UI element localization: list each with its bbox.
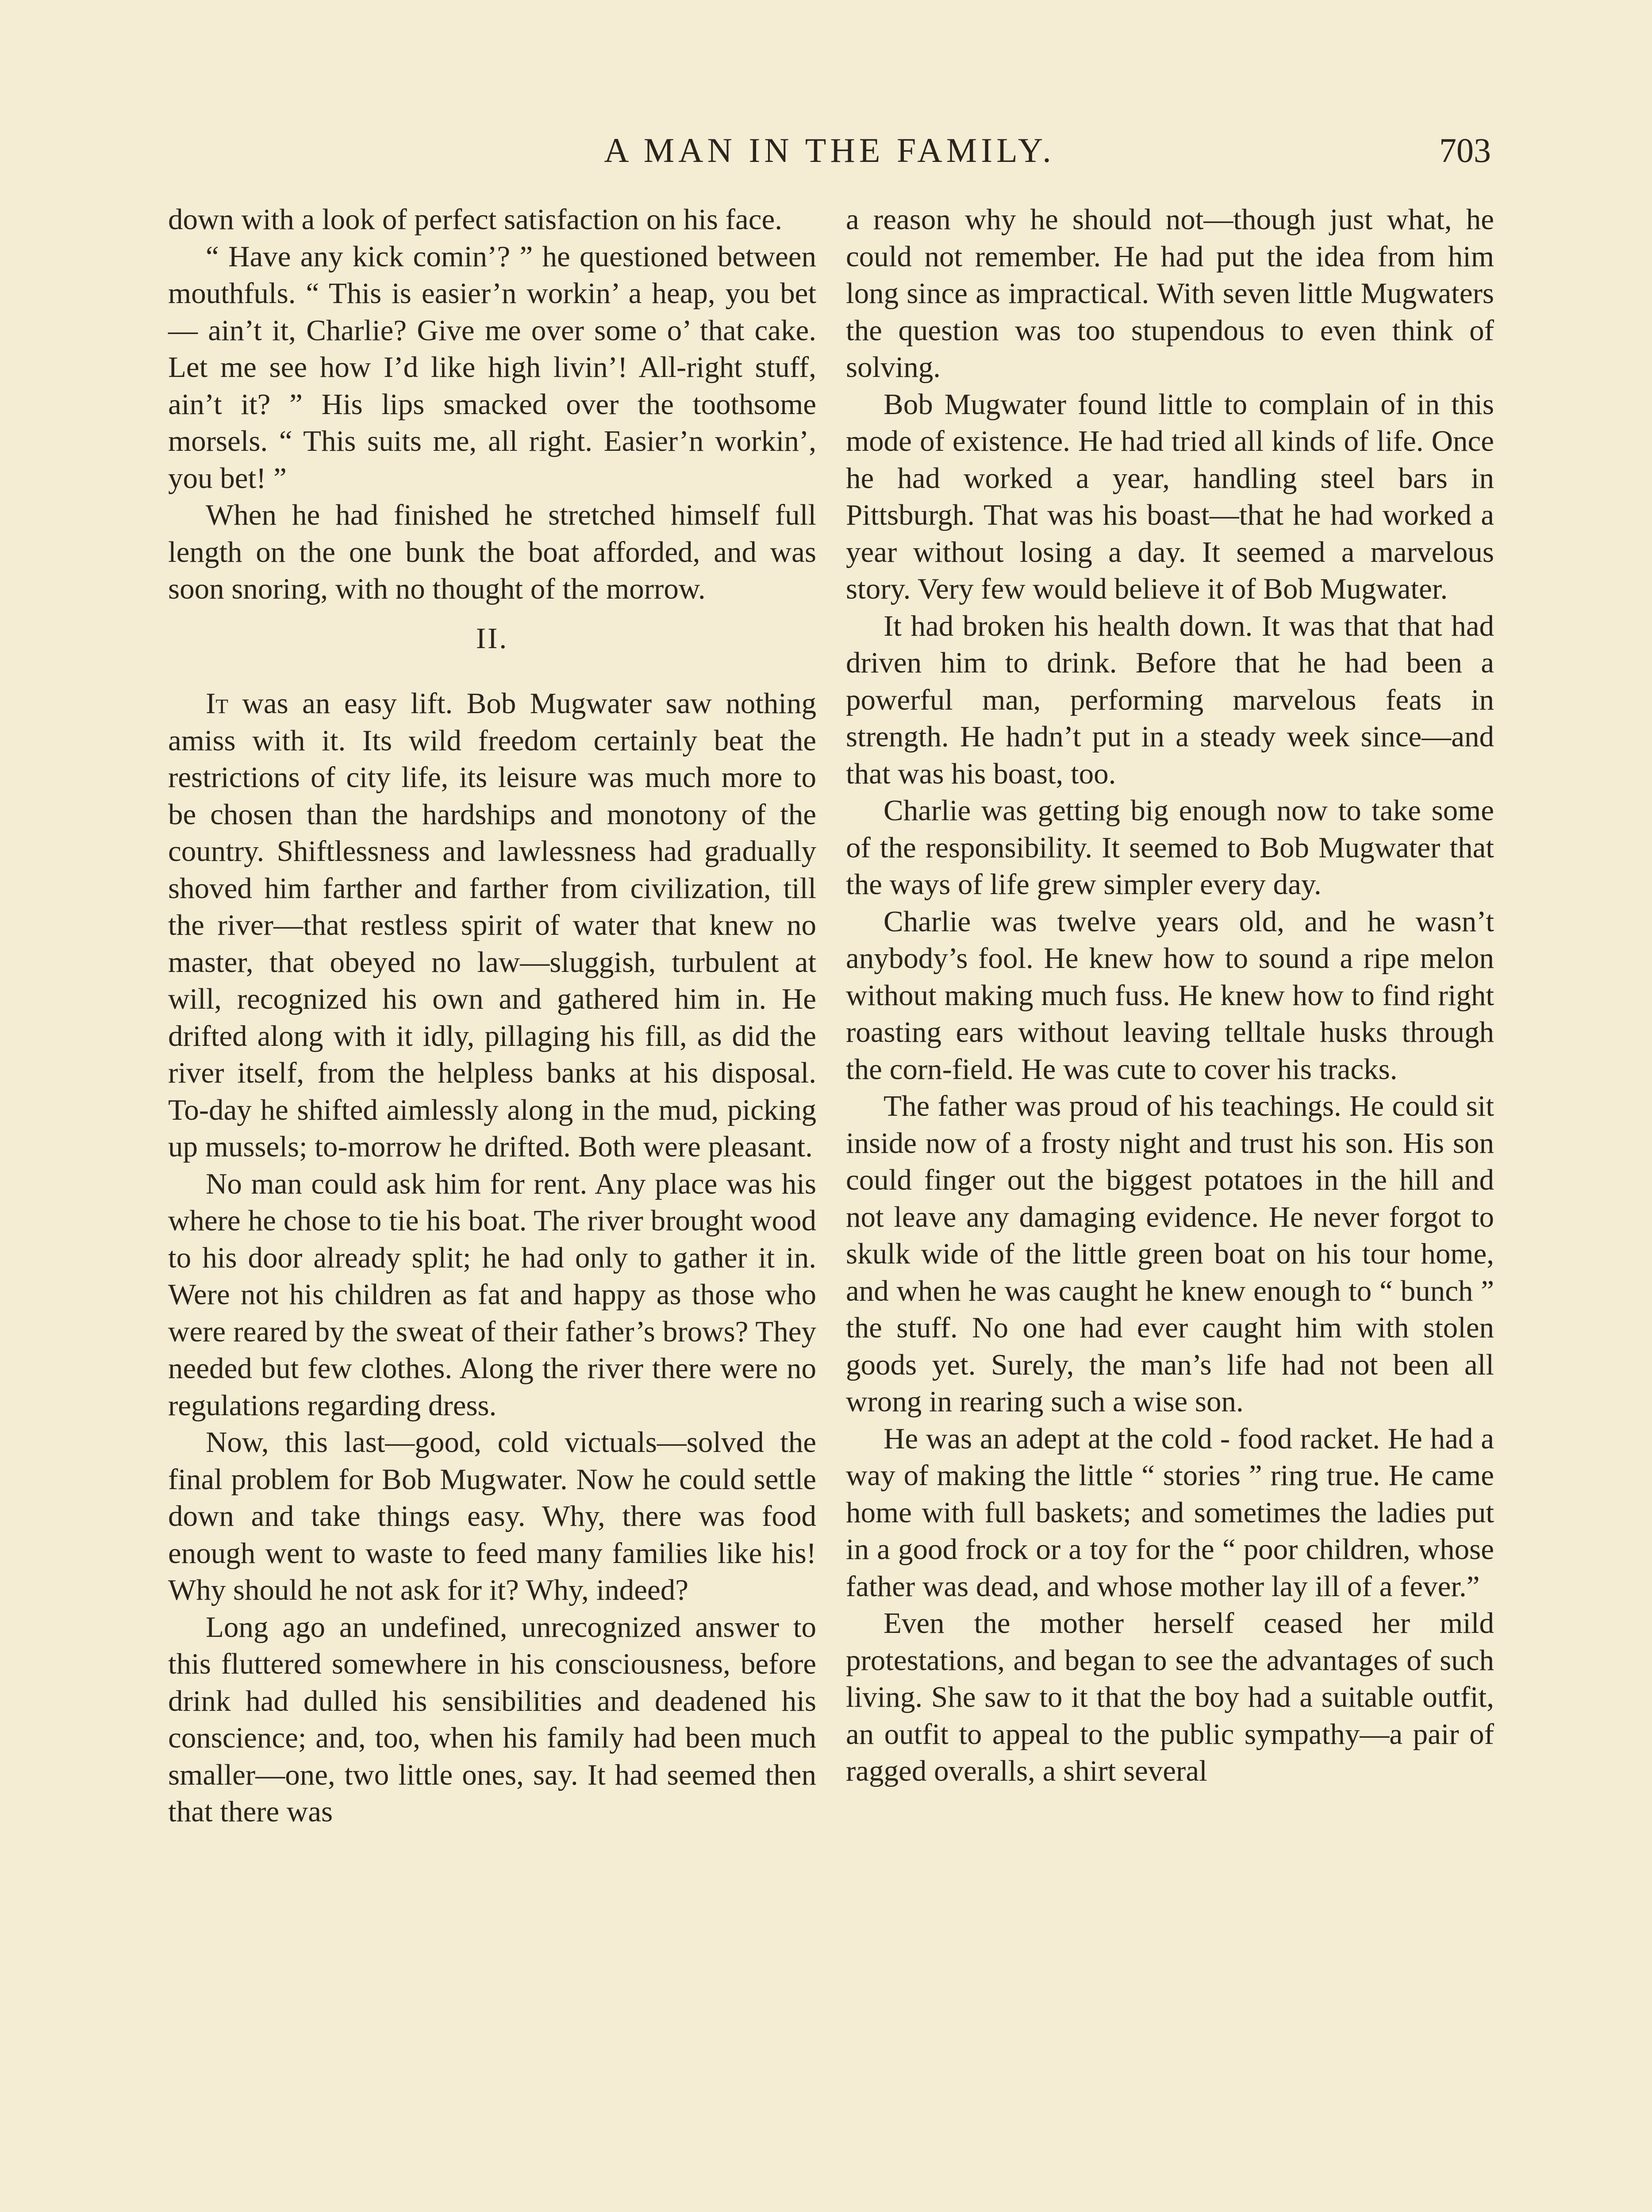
paragraph: He was an adept at the cold - food racket. He had a way of making the little “ stories ” ring true. He came home with full baskets; and sometimes the ladies put in a good frock or a toy for the “ poor children, whose father was dead, and whose mother lay ill of a fever.”	[846, 1422, 1494, 1603]
paragraph: It had broken his health down. It was that that had driven him to drink. Before that he had been a powerful man, performing marvelous feats in strength. He hadn’t put in a steady week since—and that was his boast, too.	[846, 609, 1494, 790]
paragraph: Now, this last—good, cold victuals—solved the final problem for Bob Mugwater. Now he could settle down and take things easy. Why, there was food enough went to waste to feed many families like his! Why should he not ask for it? Why, indeed?	[168, 1426, 816, 1606]
paragraph: a reason why he should not—though just what, he could not remember. He had put the idea from him long since as impractical. With seven little Mugwaters the question was too stupendous to even think of solving.	[846, 203, 1494, 384]
left-column	[168, 201, 816, 1831]
paragraph: No man could ask him for rent. Any place was his where he chose to tie his boat. The river brought wood to his door already split; he had only to gather it in. Were not his children as fat and happy as those who were reared by the sweat of their father’s brows? They needed but few clothes. Along the river there were no regulations regarding dress.	[168, 1167, 816, 1422]
paragraph: Even the mother herself ceased her mild protestations, and began to see the advantages of such living. She saw to it that the boy had a suitable outfit, an outfit to appeal to the public sympathy—a pair of ragged overalls, a shirt several	[846, 1607, 1494, 1787]
paragraph: Bob Mugwater found little to complain of in this mode of existence. He had tried all kinds of life. Once he had worked a year, handling steel bars in Pittsburgh. That was his boast—that he had worked a year without losing a day. It seemed a marvelous story. Very few would believe it of Bob Mugwater.	[846, 388, 1494, 605]
paragraph: The father was proud of his teachings. He could sit inside now of a frosty night and trust his son. His son could finger out the biggest potatoes in the hill and not leave any damaging evidence. He never forgot to skulk wide of the little green boat on his tour home, and when he was caught he knew enough to “ bunch ” the stuff. No one had ever caught him with stolen goods yet. Surely, the man’s life had not been all wrong in rearing such a wise son.	[846, 1090, 1494, 1418]
paragraph: Long ago an undefined, unrecognized answer to this fluttered somewhere in his consciousness, before drink had dulled his sensibilities and deadened his conscience; and, too, when his family had been much smaller—one, two little ones, say. It had seemed then that there was	[168, 1610, 816, 1828]
page-number: 703	[1439, 131, 1491, 169]
paragraph-text: was an easy lift. Bob Mugwater saw nothing amiss with it. Its wild freedom certainly beat the restrictions of city life, its leisure was much more to be chosen than the hardships and monotony of the country. Shiftlessness and lawlessness had gradually shoved him farther and farther from civilization, till the river—that restless spirit of water that knew no master, that obeyed no law—sluggish, turbulent at will, recognized his own and gathered him in. He drifted along with it idly, pillaging his fill, as did the river itself, from the helpless banks at his disposal. To-day he shifted aimlessly along in the mud, picking up mussels; to-morrow he drifted. Both were pleasant.	[168, 687, 816, 1163]
paragraph: down with a look of perfect satisfaction on his face.	[168, 203, 782, 236]
paragraph: When he had finished he stretched himself full length on the one bunk the boat afforded, and was soon snoring, with no thought of the morrow.	[168, 499, 816, 605]
section-heading: II.	[476, 622, 509, 655]
opening-word: It	[206, 687, 229, 720]
running-title: A MAN IN THE FAMILY.	[604, 131, 1055, 169]
paragraph: “ Have any kick comin’? ” he questioned between mouthfuls. “ This is easier’n workin’ a heap, you bet — ain’t it, Charlie? Give me over some o’ that cake. Let me see how I’d like high livin’! All-right stuff, ain’t it? ” His lips smacked over the toothsome morsels. “ This suits me, all right. Easier’n workin’, you bet! ”	[168, 240, 816, 495]
paragraph: Charlie was getting big enough now to take some of the responsibility. It seemed to Bob Mugwater that the ways of life grew simpler every day.	[846, 794, 1494, 901]
page-header	[168, 128, 1491, 173]
right-column	[846, 201, 1494, 1790]
paragraph	[168, 685, 816, 1166]
paragraph: Charlie was twelve years old, and he wasn’t anybody’s fool. He knew how to sound a ripe melon without making much fuss. He knew how to find right roasting ears without leaving telltale husks through the corn-field. He was cute to cover his tracks.	[846, 905, 1494, 1086]
